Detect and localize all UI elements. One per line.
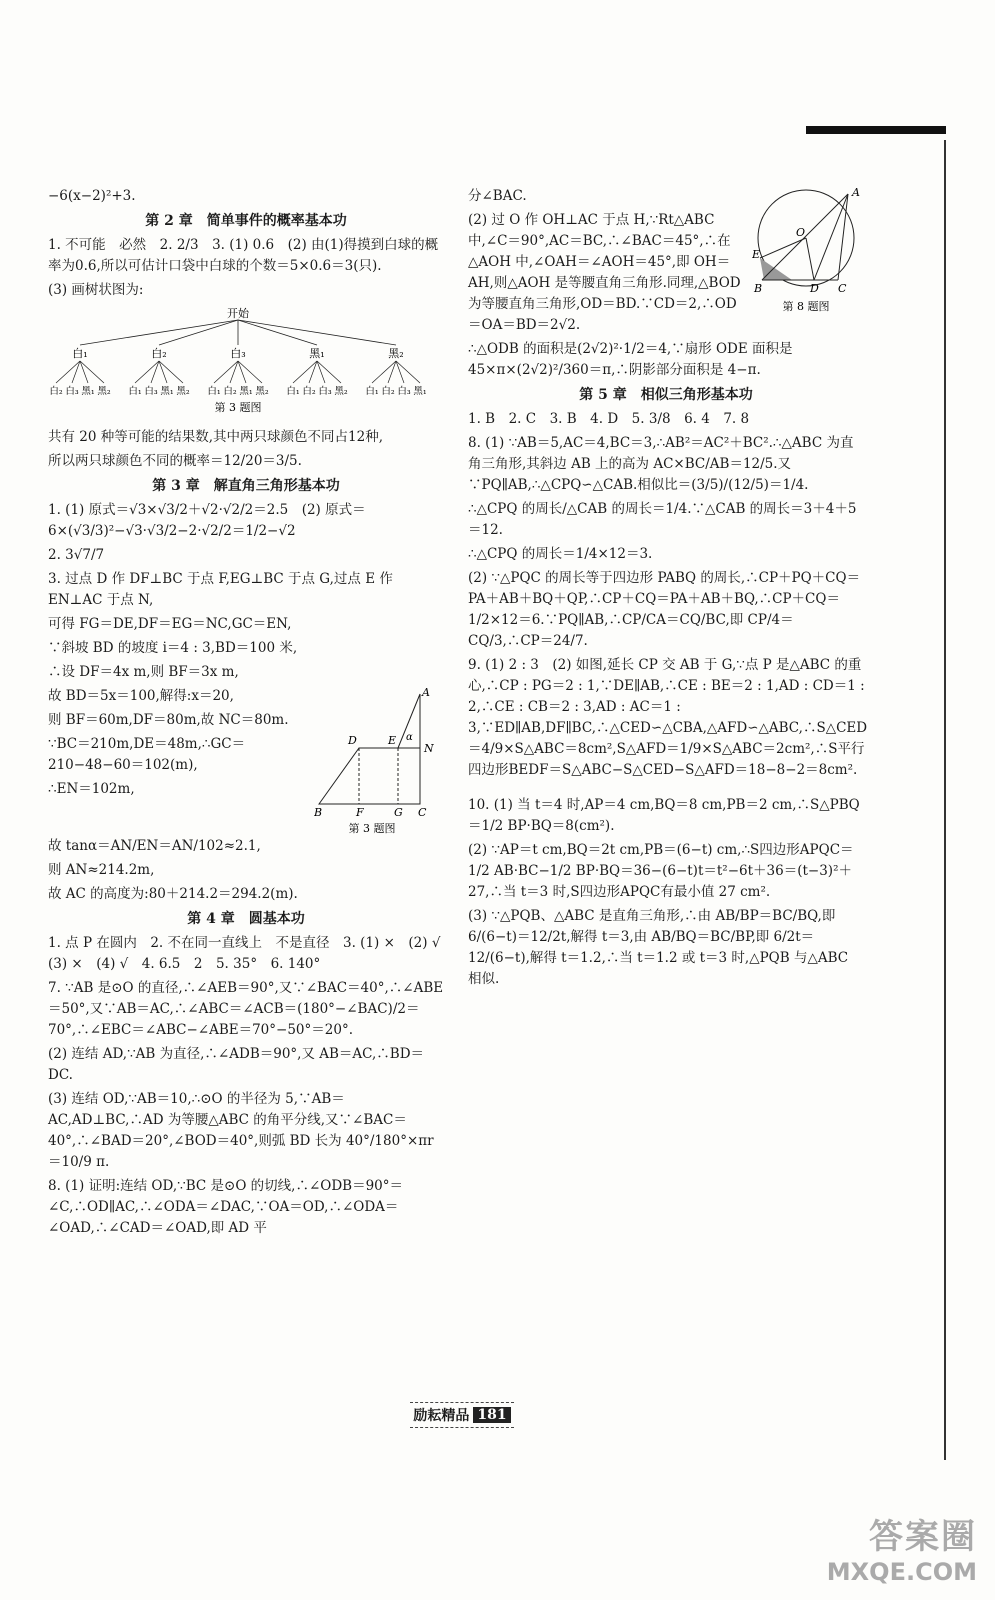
tree-l2-3-1: 白₂	[302, 386, 316, 397]
ch5-answer-8: 8. (1) ∵AB＝5,AC＝4,BC＝3,∴AB²＝AC²＋BC².∴△ABC 为直角三角形,其斜边 AB 上的高为 AC×BC/AB＝12/5.又∵PQ∥AB,∴△CPQ∽△CAB.相似比＝(3/5)/(12/5)＝1/4.	[468, 435, 854, 493]
figure-8-circle-diagram	[752, 186, 864, 322]
ch3-answer-1: 1. (1) 原式＝√3×√3/2＋√2·√2/2＝2.5 (2) 原式＝6×(√3/3)²−√3·√3/2−2·√2/2＝1/2−√2	[48, 502, 366, 539]
fig3-A: A	[422, 686, 430, 699]
ch3-line-12: 则 AN≈214.2m,	[48, 862, 155, 878]
fig3-caption: 第 3 题图	[348, 822, 396, 835]
ch5-answer-8-4: (2) ∵△PQC 的周长等于四边形 PABQ 的周长,∴CP＋PQ＋CQ＝PA＋AB＋BQ＋QP,∴CP＋CQ＝PA＋AB＋BQ,∴CP＋CQ＝1/2×12＝6.∵PQ∥AB,∴CP/CA＝CQ/BC,即 CP/4＝CQ/3,∴CP＝24/7.	[468, 570, 861, 649]
fig3-B: B	[314, 806, 323, 819]
fig8-C: C	[838, 282, 847, 295]
ch5-answer-8-3: ∴△CPQ 的周长＝1/4×12＝3.	[468, 546, 653, 562]
left-column	[48, 186, 454, 1242]
ch4-answer-7: 7. ∵AB 是⊙O 的直径,∴∠AEB＝90°,又∵∠BAC＝40°,∴∠ABE＝50°,又∵AB＝AC,∴∠ABC＝∠ACB＝(180°−∠BAC)/2＝70°,∴∠EBC＝∠ABC−∠ABE＝70°−50°＝20°.	[48, 980, 444, 1038]
ch4-answer-1: 1. 点 P 在圆内 2. 不在同一直线上 不是直径 3. (1) × (2) √ (3) × (4) √ 4. 6.5 2 5. 35° 6. 140°	[48, 935, 454, 972]
tree-l2-4-1: 白₂	[381, 386, 395, 397]
tree-l2-4-3: 黑₁	[413, 386, 427, 397]
ch4-cont-2: (2) 过 O 作 OH⊥AC 于点 H,∵Rt△ABC 中,∠C＝90°,AC＝BC,∴∠BAC＝45°,∴在△AOH 中,∠OAH＝∠AOH＝45°,即 OH＝AH,则△AOH 是等腰直角三角形.同理,△BOD 为等腰直角三角形,OD＝BD.∵CD＝2,∴OD＝OA＝BD＝2√2.	[468, 212, 741, 333]
tree-l2-2-3: 黑₂	[255, 386, 269, 397]
ch2-answer-2: (3) 画树状图为:	[48, 282, 144, 298]
ch5-fig9-block	[468, 655, 868, 795]
ch3-answer-2: 2. 3√7/7	[48, 547, 105, 563]
tree-l1-0: 白₁	[72, 347, 88, 360]
fig3-alpha: α	[406, 732, 413, 743]
ch5-answer-9-text: 9. (1) 2 : 3 (2) 如图,延长 CP 交 AB 于 G,∵点 P 是△ABC 的重心,∴CP : PG＝2 : 1,∵DE∥AB,∴CE : BE＝2 : 1,AD : CD＝1 : 2,∴CE : CB＝2 : 3,AD : AC＝1 : 3,∵ED∥AB,DF∥BC,∴△CED∽△CBA,△AFD∽△ABC,∴S△CED＝4/9×S△ABC＝8cm²,S△AFD＝1/9×S△ABC＝2cm²,∴S平行四边形BEDF＝S△ABC−S△CED−S△AFD＝18−8−2＝8cm².	[468, 657, 868, 778]
top-decorative-bar	[806, 126, 946, 134]
ch3-line-5: ∵斜坡 BD 的坡度 i＝4 : 3,BD＝100 米,	[48, 640, 298, 656]
ch3-line-4: 可得 FG＝DE,DF＝EG＝NC,GC＝EN,	[48, 616, 292, 632]
right-margin-line	[944, 140, 946, 1460]
tree-l2-0-0: 白₂	[49, 386, 63, 397]
tree-l2-1-0: 白₁	[128, 386, 142, 397]
fig8-B: B	[754, 282, 763, 295]
fig8-O: O	[796, 226, 806, 239]
footer-brand: 励耘精品	[413, 1408, 470, 1424]
tree-l1-1: 白₂	[151, 347, 167, 360]
watermark-url: MXQE.COM	[826, 1558, 977, 1586]
tree-l1-4: 黑₂	[388, 347, 404, 360]
ch3-line-13: 故 AC 的高度为:80＋214.2＝294.2(m).	[48, 886, 298, 902]
fig3-C: C	[418, 806, 427, 819]
tree-l2-0-2: 黑₁	[81, 386, 95, 397]
chapter-4-title: 第 4 章 圆基本功	[187, 911, 305, 927]
fig8-A: A	[852, 186, 860, 199]
fig8-E: E	[752, 248, 761, 261]
ch4-cont-text	[468, 186, 748, 339]
left-top-line: −6(x−2)²+3.	[48, 188, 136, 204]
ch3-line-7: 故 BD＝5x＝100,解得:x＝20,	[48, 688, 234, 704]
chapter-3-title: 第 3 章 解直角三角形基本功	[152, 478, 340, 494]
tree-l2-0-1: 白₃	[65, 386, 79, 397]
ch3-line-8: 则 BF＝60m,DF＝80m,故 NC＝80m.	[48, 712, 289, 728]
tree-l2-3-3: 黑₂	[334, 386, 348, 397]
tree-l2-2-2: 黑₁	[239, 386, 253, 397]
chapter-2-title: 第 2 章 简单事件的概率基本功	[145, 213, 347, 229]
ch4-answer-7-2: (2) 连结 AD,∵AB 为直径,∴∠ADB＝90°,又 AB＝AC,∴BD＝DC.	[48, 1046, 425, 1083]
ch5-answer-9	[468, 655, 867, 795]
fig3-N: N	[424, 742, 434, 755]
watermark	[827, 1509, 977, 1586]
tree-l2-1-1: 白₃	[144, 386, 158, 397]
tree-root: 开始	[227, 307, 249, 320]
ch3-fig-block	[48, 686, 444, 836]
tree-l2-2-0: 白₁	[207, 386, 221, 397]
ch5-answer-10-2: (2) ∵AP＝t cm,BQ＝2t cm,PB＝(6−t) cm,∴S四边形APQC＝1/2 AB·BC−1/2 BP·BQ＝36−(6−t)t＝t²−6t＋36＝(t−3)²＋27,∴当 t＝3 时,S四边形APQC有最小值 27 cm².	[468, 842, 854, 900]
ch2-after-2: 所以两只球颜色不同的概率＝12/20＝3/5.	[48, 453, 302, 469]
tree-l1-3: 黑₁	[309, 347, 325, 360]
tree-diagram-svg	[48, 305, 444, 417]
fig3-E: E	[388, 734, 397, 747]
tree-l2-0-3: 黑₂	[97, 386, 111, 397]
tree-l2-2-1: 白₂	[223, 386, 237, 397]
ch5-answer-8-2: ∴△CPQ 的周长/△CAB 的周长＝1/4.∵△CAB 的周长＝3＋4＋5＝12.	[468, 501, 857, 538]
ch3-fig-text	[48, 686, 308, 836]
fig3-D: D	[348, 734, 357, 747]
right-column	[468, 186, 868, 993]
tree-l2-4-2: 白₃	[397, 386, 411, 397]
ch5-answer-10: 10. (1) 当 t＝4 时,AP＝4 cm,BQ＝8 cm,PB＝2 cm,∴S△PBQ＝1/2 BP·BQ＝8(cm²).	[468, 797, 860, 834]
page-footer	[410, 1402, 514, 1428]
fig3-F: F	[356, 806, 364, 819]
chapter-5-title: 第 5 章 相似三角形基本功	[579, 387, 753, 403]
tree-l2-3-2: 白₃	[318, 386, 332, 397]
tree-l2-1-2: 黑₁	[160, 386, 174, 397]
ch2-answer-1: 1. 不可能 必然 2. 2/3 3. (1) 0.6 (2) 由(1)得摸到白球的概率为0.6,所以可估计口袋中白球的个数＝5×0.6＝3(只).	[48, 237, 439, 274]
tree-diagram	[48, 305, 444, 421]
ch3-line-6: ∴设 DF＝4x m,则 BF＝3x m,	[48, 664, 239, 680]
ch5-answer-1: 1. B 2. C 3. B 4. D 5. 3/8 6. 4 7. 8	[468, 411, 750, 427]
page-number: 181	[473, 1407, 510, 1423]
ch3-line-11: 故 tanα＝AN/EN＝AN/102≈2.1,	[48, 838, 261, 854]
tree-l2-1-3: 黑₂	[176, 386, 190, 397]
watermark-cn: 答案圈	[869, 1517, 977, 1557]
tree-l2-3-0: 白₁	[286, 386, 300, 397]
fig8-caption: 第 8 题图	[782, 300, 830, 313]
ch3-line-9: ∵BC＝210m,DE＝48m,∴GC＝210−48−60＝102(m),	[48, 736, 246, 773]
ch4-answer-7-3: (3) 连结 OD,∵AB＝10,∴⊙O 的半径为 5,∵AB＝AC,AD⊥BC,∴AD 为等腰△ABC 的角平分线,又∵∠BAC＝40°,∴∠BAD＝20°,∠BOD＝40°,则弧 BD 长为 40°/180°×πr＝10/9 π.	[48, 1091, 434, 1170]
figure-3-slope-diagram	[314, 686, 444, 836]
ch4-answer-8: 8. (1) 证明:连结 OD,∵BC 是⊙O 的切线,∴∠ODB＝90°＝∠C,∴OD∥AC,∴∠ODA＝∠DAC,∵OA＝OD,∴∠ODA＝∠OAD,∴∠CAD＝∠OAD,即 AD 平	[48, 1178, 404, 1236]
tree-caption: 第 3 题图	[214, 401, 262, 414]
ch4-cont-block	[468, 186, 864, 339]
ch3-line-10: ∴EN＝102m,	[48, 781, 135, 797]
ch2-after-1: 共有 20 种等可能的结果数,其中两只球颜色不同占12种,	[48, 429, 384, 445]
fig3-G: G	[394, 806, 403, 819]
ch4-cont-1: 分∠BAC.	[468, 188, 527, 204]
tree-l2-4-0: 白₁	[365, 386, 379, 397]
tree-l1-2: 白₃	[230, 347, 246, 360]
ch5-answer-10-3: (3) ∵△PQB、△ABC 是直角三角形,∴由 AB/BP＝BC/BQ,即 6/(6−t)＝12/2t,解得 t＝3,由 AB/BQ＝BC/BP,即 6/2t＝12/(6−t),解得 t＝1.2,∴当 t＝1.2 或 t＝3 时,△PQB 与△ABC 相似.	[468, 908, 849, 987]
fig8-D: D	[810, 282, 819, 295]
ch3-answer-3: 3. 过点 D 作 DF⊥BC 于点 F,EG⊥BC 于点 G,过点 E 作 EN⊥AC 于点 N,	[48, 571, 393, 608]
ch4-cont-3: ∴△ODB 的面积是(2√2)²·1/2＝4,∵扇形 ODE 面积是 45×π×(2√2)²/360＝π,∴阴影部分面积是 4−π.	[468, 341, 793, 378]
